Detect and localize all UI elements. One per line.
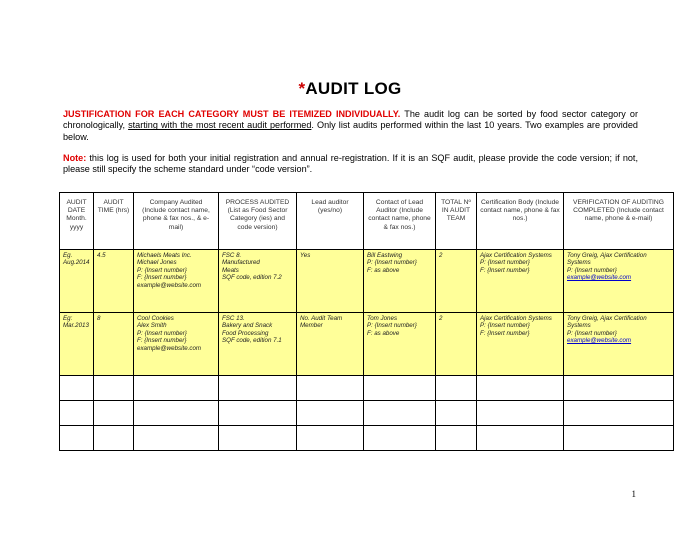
cell-line: example@website.com — [137, 344, 202, 352]
blank-cell[interactable] — [297, 401, 364, 426]
cell-line: P: {Insert number} — [137, 266, 187, 274]
justification-paragraph — [63, 109, 638, 143]
cell-line: SQF code, edition 7.1 — [222, 337, 282, 345]
audit-log-table — [59, 192, 674, 451]
column-header: TOTAL Nº IN AUDIT TEAM — [436, 193, 477, 250]
cell-line: Cool Cookies — [137, 315, 174, 322]
column-header: PROCESS AUDITED (List as Food Sector Category (ies) and code version) — [219, 193, 297, 250]
blank-cell[interactable] — [564, 401, 674, 426]
cell-line: Meats — [222, 266, 239, 274]
blank-cell[interactable] — [219, 401, 297, 426]
note-paragraph — [63, 153, 638, 176]
column-header: Company Audited (Include contact name, phone & fax nos., & e-mail) — [134, 193, 219, 250]
cell-company — [134, 313, 219, 376]
cell-line: P: {Insert number} — [567, 266, 617, 274]
cell-line: F: as above — [367, 266, 400, 274]
cell-line: example@website.com — [137, 281, 202, 289]
cell-company — [134, 250, 219, 313]
note-text: this log is used for both your initial registration and annual re-registration. If it is an SQF audit, please provide the code version; if not, please still specify the scheme standard under “code version”. — [63, 153, 638, 175]
cell-cert — [477, 250, 564, 313]
cell-verif — [564, 313, 674, 376]
cell-date: Eg. Aug.2014 — [60, 250, 94, 313]
table-header-row — [60, 193, 674, 250]
blank-cell[interactable] — [436, 401, 477, 426]
cell-line: F: {Insert number} — [480, 329, 530, 337]
cell-line: Michael Jones — [137, 259, 177, 267]
cell-line: F: {Insert number} — [137, 274, 187, 282]
column-header: AUDIT DATE Month. yyyy — [60, 193, 94, 250]
cell-line: SQF code, edition 7.2 — [222, 274, 282, 282]
blank-cell[interactable] — [564, 426, 674, 451]
blank-cell[interactable] — [364, 376, 436, 401]
para1-text-a: The audit log can be sorted by food sector category or chronologically, — [63, 109, 638, 131]
cell-line: P: {Insert number} — [367, 259, 417, 267]
blank-row — [60, 376, 674, 401]
cell-process — [219, 250, 297, 313]
blank-cell[interactable] — [219, 426, 297, 451]
blank-row — [60, 401, 674, 426]
title-asterisk: * — [298, 79, 306, 98]
cell-line: P: {Insert number} — [137, 329, 187, 337]
blank-cell[interactable] — [60, 426, 94, 451]
cell-line: F: {Insert number} — [137, 337, 187, 345]
blank-cell[interactable] — [436, 426, 477, 451]
cell-line: P: {Insert number} — [480, 259, 530, 267]
cell-line: Bakery and Snack — [222, 322, 273, 330]
cell-time: 4.5 — [94, 250, 134, 313]
cell-time: 8 — [94, 313, 134, 376]
cell-line: Food Processing — [222, 329, 269, 337]
cell-date: Eg: Mar.2013 — [60, 313, 94, 376]
cell-line: Alex Smith — [137, 322, 167, 330]
page-title — [0, 79, 700, 99]
cell-lead: Yes — [297, 250, 364, 313]
blank-cell[interactable] — [477, 426, 564, 451]
blank-cell[interactable] — [94, 401, 134, 426]
cell-line: FSC 13. — [222, 315, 245, 322]
cell-lead: No. Audit Team Member — [297, 313, 364, 376]
blank-cell[interactable] — [134, 426, 219, 451]
cell-contact — [364, 313, 436, 376]
blank-cell[interactable] — [477, 401, 564, 426]
cell-contact — [364, 250, 436, 313]
cell-line: F: as above — [367, 329, 400, 337]
para1-underlined: starting with the most recent audit performed — [128, 120, 312, 131]
column-header: Certification Body (Include contact name, phone & fax nos.) — [477, 193, 564, 250]
blank-cell[interactable] — [60, 376, 94, 401]
blank-cell[interactable] — [297, 376, 364, 401]
verification-email-link[interactable]: example@website.com — [567, 337, 632, 345]
column-header: Lead auditor (yes/no) — [297, 193, 364, 250]
cell-line: P: {Insert number} — [480, 322, 530, 330]
table-row — [60, 313, 674, 376]
column-header: AUDIT TIME (hrs) — [94, 193, 134, 250]
blank-cell[interactable] — [477, 376, 564, 401]
cell-team: 2 — [436, 313, 477, 376]
cell-line: P: {Insert number} — [367, 322, 417, 330]
para1-text-b: . Only list audits performed within the last 10 years. Two examples are provided below. — [63, 120, 638, 142]
page-number: 1 — [631, 489, 636, 499]
blank-cell[interactable] — [134, 401, 219, 426]
blank-cell[interactable] — [564, 376, 674, 401]
cell-line: Bill Eastwing — [367, 252, 403, 259]
cell-line: Tony Greig, Ajax Certification Systems — [567, 315, 647, 330]
cell-line: FSC 8. — [222, 252, 242, 259]
cell-line: Tony Greig, Ajax Certification Systems — [567, 252, 647, 267]
column-header: VERIFICATION OF AUDITING COMPLETED (Include contact name, phone & e-mail) — [564, 193, 674, 250]
blank-cell[interactable] — [219, 376, 297, 401]
cell-process — [219, 313, 297, 376]
cell-verif — [564, 250, 674, 313]
cell-line: Tom Jones — [367, 315, 398, 322]
blank-cell[interactable] — [94, 376, 134, 401]
cell-cert — [477, 313, 564, 376]
blank-row — [60, 426, 674, 451]
column-header: Contact of Lead Auditor (Include contact name, phone & fax nos.) — [364, 193, 436, 250]
cell-line: Manufactured — [222, 259, 260, 267]
cell-line: Michaels Meats Inc. — [137, 252, 192, 259]
verification-email-link[interactable]: example@website.com — [567, 274, 632, 282]
blank-cell[interactable] — [134, 376, 219, 401]
note-label: Note: — [63, 153, 87, 163]
cell-line: Ajax Certification Systems — [480, 315, 552, 322]
blank-cell[interactable] — [436, 376, 477, 401]
cell-line: Ajax Certification Systems — [480, 252, 552, 259]
cell-line: P: {Insert number} — [567, 329, 617, 337]
blank-cell[interactable] — [364, 401, 436, 426]
table-row — [60, 250, 674, 313]
justification-heading: JUSTIFICATION FOR EACH CATEGORY MUST BE ITEMIZED INDIVIDUALLY. — [63, 109, 401, 119]
blank-cell[interactable] — [94, 426, 134, 451]
blank-cell[interactable] — [297, 426, 364, 451]
blank-cell[interactable] — [364, 426, 436, 451]
blank-cell[interactable] — [60, 401, 94, 426]
cell-line: F: {Insert number} — [480, 266, 530, 274]
cell-team: 2 — [436, 250, 477, 313]
title-text: AUDIT LOG — [305, 79, 402, 98]
